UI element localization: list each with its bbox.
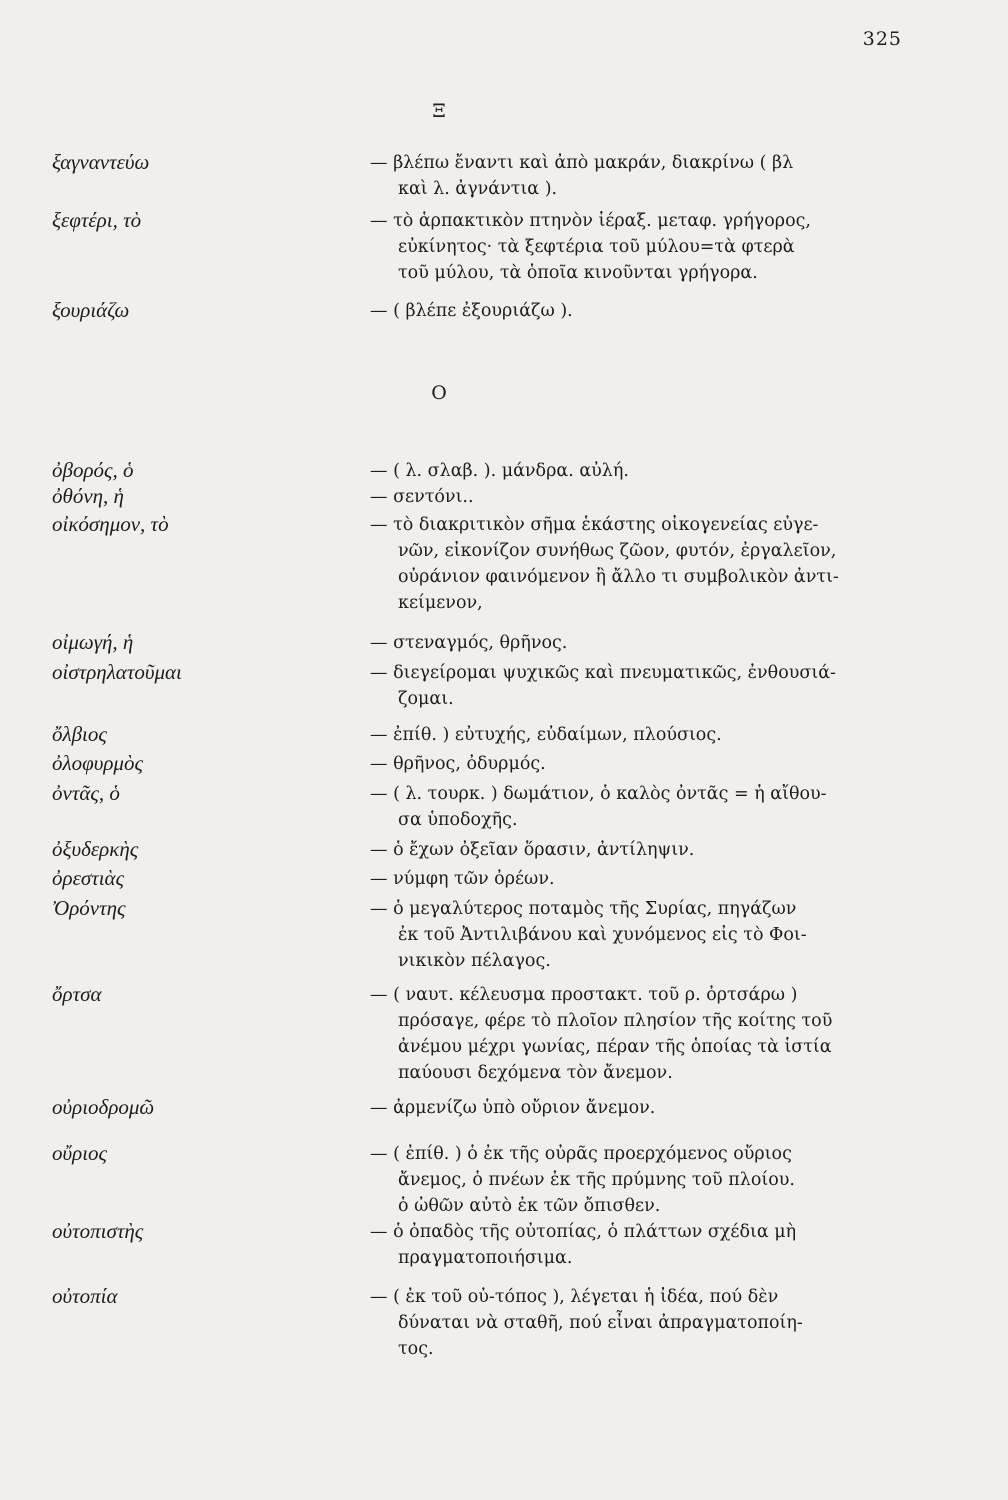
- definition: [370, 1095, 910, 1121]
- definition: [370, 1141, 910, 1219]
- section-letter: Ο: [431, 382, 447, 404]
- definition: [370, 660, 910, 712]
- definition-line: καὶ λ. ἀγνάντια ).: [398, 179, 558, 199]
- definition-line: ἐκ τοῦ Ἀντιλιβάνου καὶ χυνόμενος εἰς τὸ Φοι-: [398, 925, 807, 945]
- definition: [370, 837, 910, 863]
- definition-line: — ὁ ἔχων ὀξεῖαν ὅρασιν, ἀντίληψιν.: [370, 840, 695, 860]
- definition-line: — ( λ. σλαβ. ). μάνδρα. αὐλή.: [370, 461, 629, 481]
- headword: ξαγναντεύω: [52, 150, 150, 174]
- definition-line: — ( λ. τουρκ. ) δωμάτιον, ὁ καλὸς ὀντᾶς = ἡ αἴθου-: [370, 784, 827, 804]
- definition: [370, 512, 910, 616]
- definition-line: — ἐπίθ. ) εὐτυχής, εὐδαίμων, πλούσιος.: [370, 725, 722, 745]
- definition-line: ἀνέμου μέχρι γωνίας, πέραν τῆς ὁποίας τὰ ἱστία: [398, 1037, 832, 1057]
- definition: [370, 484, 910, 510]
- definition-line: εὐκίνητος· τὰ ξεφτέρια τοῦ μύλου=τὰ φτερὰ: [398, 237, 795, 257]
- headword: οὔριος: [52, 1141, 108, 1165]
- definition-line: — ὁ μεγαλύτερος ποταμὸς τῆς Συρίας, πηγάζων: [370, 899, 797, 919]
- definition-line: τοῦ μύλου, τὰ ὁποῖα κινοῦνται γρήγορα.: [398, 263, 758, 283]
- definition-line: νῶν, εἰκονίζον συνήθως ζῶον, φυτόν, ἐργαλεῖον,: [398, 541, 837, 561]
- definition-line: — στεναγμός, θρῆνος.: [370, 633, 568, 653]
- page-number: 325: [862, 28, 902, 50]
- definition-line: — νύμφη τῶν ὀρέων.: [370, 869, 555, 889]
- definition-line: — ὁ ὀπαδὸς τῆς οὐτοπίας, ὁ πλάττων σχέδια μὴ: [370, 1222, 797, 1242]
- definition-line: — ( ναυτ. κέλευσμα προστακτ. τοῦ ρ. ὀρτσάρω ): [370, 985, 798, 1005]
- definition-line: κείμενον,: [398, 593, 483, 613]
- definition-line: — ἀρμενίζω ὑπὸ οὔριον ἄνεμον.: [370, 1098, 656, 1118]
- headword: οὐριοδρομῶ: [52, 1095, 155, 1119]
- definition-line: νικικὸν πέλαγος.: [398, 951, 551, 971]
- definition-line: σα ὑποδοχῆς.: [398, 810, 518, 830]
- headword: οἰστρηλατοῦμαι: [52, 660, 182, 684]
- headword: ὀντᾶς, ὁ: [52, 781, 120, 805]
- definition: [370, 896, 910, 974]
- definition: [370, 982, 910, 1086]
- definition: [370, 630, 910, 656]
- definition-line: — ( βλέπε ἐξουριάζω ).: [370, 301, 573, 321]
- headword: ὀθόνη, ἡ: [52, 484, 124, 508]
- definition: [370, 458, 910, 484]
- definition-line: τος.: [398, 1339, 434, 1359]
- definition-line: — τὸ ἁρπακτικὸν πτηνὸν ἱέραξ. μεταφ. γρήγορος,: [370, 211, 811, 231]
- definition: [370, 150, 910, 202]
- definition-line: — ( ἐπίθ. ) ὁ ἐκ τῆς οὐρᾶς προερχόμενος οὔριος: [370, 1144, 792, 1164]
- definition: [370, 781, 910, 833]
- definition-line: — θρῆνος, ὀδυρμός.: [370, 754, 546, 774]
- headword: ὀρεστιὰς: [52, 866, 125, 890]
- definition-line: πραγματοποιήσιμα.: [398, 1248, 573, 1268]
- definition-line: ἄνεμος, ὁ πνέων ἐκ τῆς πρύμνης τοῦ πλοίου.: [398, 1170, 795, 1190]
- headword: ὀλοφυρμὸς: [52, 751, 143, 775]
- definition: [370, 298, 910, 324]
- definition: [370, 866, 910, 892]
- headword: ξεφτέρι, τὸ: [52, 208, 142, 232]
- section-letter: Ξ: [432, 100, 446, 122]
- definition-line: — βλέπω ἔναντι καὶ ἀπὸ μακράν, διακρίνω ( βλ: [370, 153, 794, 173]
- definition-line: ζομαι.: [398, 689, 454, 709]
- headword: ὀξυδερκὴς: [52, 837, 139, 861]
- definition-line: οὐράνιον φαινόμενον ἢ ἄλλο τι συμβολικὸν ἀντι-: [398, 567, 839, 587]
- definition-line: — τὸ διακριτικὸν σῆμα ἑκάστης οἰκογενείας εὐγε-: [370, 515, 819, 535]
- definition: [370, 1219, 910, 1271]
- definition-line: — διεγείρομαι ψυχικῶς καὶ πνευματικῶς, ἐνθουσιά-: [370, 663, 836, 683]
- definition: [370, 1284, 910, 1362]
- definition: [370, 722, 910, 748]
- headword: ὄρτσα: [52, 982, 102, 1006]
- definition: [370, 208, 910, 286]
- definition-line: ὁ ὠθῶν αὐτὸ ἐκ τῶν ὄπισθεν.: [398, 1196, 661, 1216]
- headword: οὐτοπιστὴς: [52, 1219, 144, 1243]
- headword: ὀβορός, ὁ: [52, 458, 134, 482]
- definition-line: — σεντόνι..: [370, 487, 474, 507]
- headword: ξουριάζω: [52, 298, 130, 322]
- definition: [370, 751, 910, 777]
- headword: Ὀρόντης: [52, 896, 126, 920]
- headword: οἰκόσημον, τὸ: [52, 512, 169, 536]
- headword: οὐτοπία: [52, 1284, 118, 1308]
- definition-line: πρόσαγε, φέρε τὸ πλοῖον πλησίον τῆς κοίτης τοῦ: [398, 1011, 833, 1031]
- headword: ὄλβιος: [52, 722, 107, 746]
- definition-line: δύναται νὰ σταθῆ, πού εἶναι ἀπραγματοποίη-: [398, 1313, 803, 1333]
- definition-line: — ( ἐκ τοῦ οὐ-τόπος ), λέγεται ἡ ἰδέα, πού δὲν: [370, 1287, 779, 1307]
- headword: οἰμωγή, ἡ: [52, 630, 134, 654]
- definition-line: παύουσι δεχόμενα τὸν ἄνεμον.: [398, 1063, 673, 1083]
